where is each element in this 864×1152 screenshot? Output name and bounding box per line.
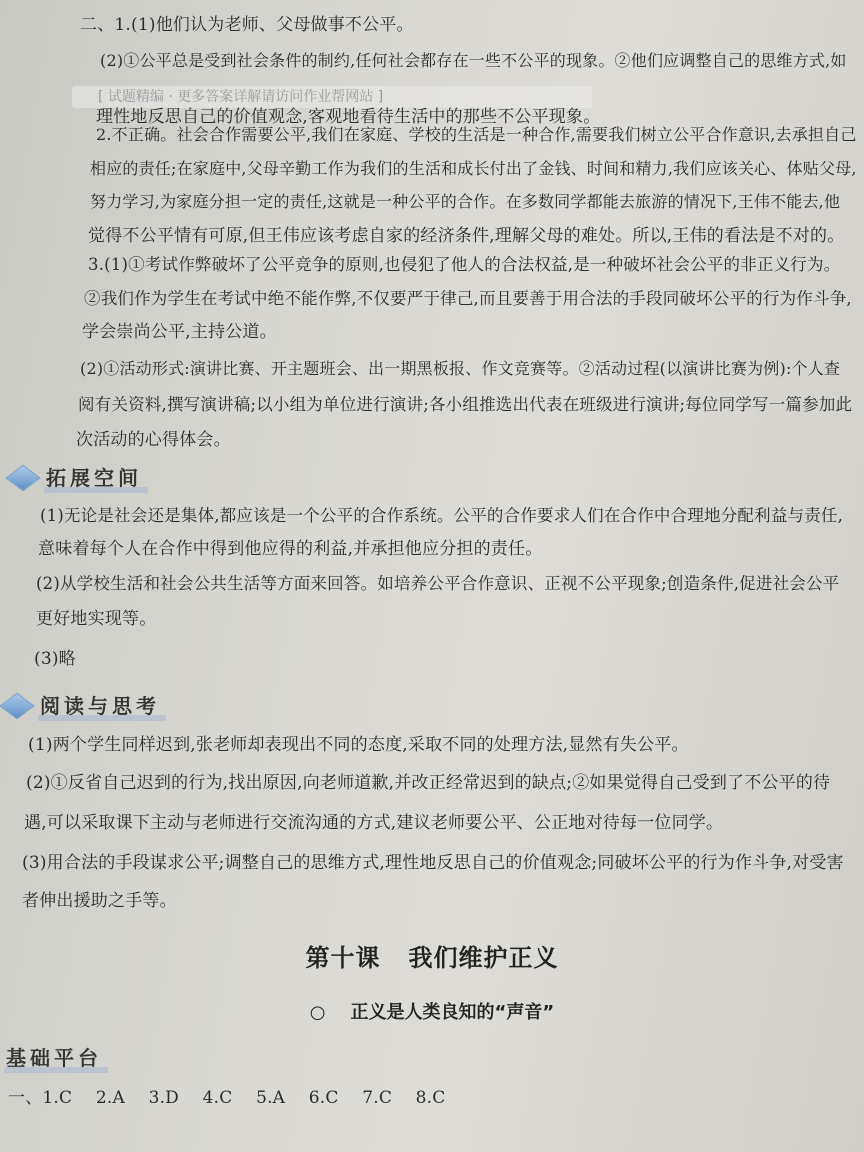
part2-q1-2b: 理性地反思自己的价值观念,客观地看待生活中的那些不公平现象。	[96, 107, 601, 127]
watermark-banner: [ 试题精编 · 更多答案详解请访问作业帮网站 ]	[72, 86, 592, 108]
extension-line-5: (3)略	[34, 649, 76, 669]
cube-icon	[0, 692, 35, 719]
answer-item: 一、1.C	[8, 1088, 73, 1108]
answer-item: 4.C	[202, 1088, 233, 1108]
part2-q2-b: 相应的责任;在家庭中,父母辛勤工作为我们的生活和成长付出了金钱、时间和精力,我们应该关心、体贴父母,	[90, 159, 857, 178]
part2-q3-a: 3.(1)①考试作弊破坏了公平竞争的原则,也侵犯了他人的合法权益,是一种破坏社会公平的非正义行为。	[88, 255, 841, 274]
reading-line-1: (1)两个学生同样迟到,张老师却表现出不同的态度,采取不同的处理方法,显然有失公平。	[28, 735, 689, 755]
part2-q3-b: ②我们作为学生在考试中绝不能作弊,不仅要严于律己,而且要善于用合法的手段同破坏公平的行为作斗争,	[84, 289, 852, 308]
answer-item: 6.C	[308, 1088, 339, 1108]
lesson-title: 第十课 我们维护正义	[305, 944, 559, 972]
lesson-subtitle: ○ 正义是人类良知的“声音”	[309, 1002, 555, 1023]
cube-icon	[5, 464, 40, 491]
extension-line-2: 意味着每个人在合作中得到他应得的利益,并承担他应分担的责任。	[38, 539, 543, 559]
reading-line-4: (3)用合法的手段谋求公平;调整自己的思维方式,理性地反思自己的价值观念;同破坏公平的行为作斗争,对受害	[22, 853, 844, 873]
part2-q1-2a: (2)①公平总是受到社会条件的制约,任何社会都存在一些不公平的现象。②他们应调整自己的思维方式,如	[100, 51, 847, 70]
reading-line-3: 遇,可以采取课下主动与老师进行交流沟通的方式,建议老师要公平、公正地对待每一位同学。	[24, 813, 724, 833]
answer-item: 7.C	[362, 1088, 393, 1108]
answer-item: 5.A	[256, 1088, 286, 1108]
part2-q2-c: 努力学习,为家庭分担一定的责任,这就是一种公平的合作。在多数同学都能去旅游的情况下,王伟不能去,他	[90, 192, 841, 211]
basic-title: 基础平台	[4, 1042, 108, 1073]
extension-line-4: 更好地实现等。	[36, 609, 157, 629]
answer-item: 2.A	[95, 1088, 125, 1108]
basic-heading	[4, 1042, 108, 1073]
extension-line-1: (1)无论是社会还是集体,都应该是一个公平的合作系统。公平的合作要求人们在合作中合理地分配利益与责任,	[40, 506, 844, 525]
reading-heading	[6, 690, 166, 721]
part2-q2-d: 觉得不公平情有可原,但王伟应该考虑自家的经济条件,理解父母的难处。所以,王伟的看法是不对的。	[88, 226, 845, 246]
reading-line-5: 者伸出援助之手等。	[22, 891, 177, 911]
extension-line-3: (2)从学校生活和社会公共生活等方面来回答。如培养公平合作意识、正视不公平现象;创造条件,促进社会公平	[36, 574, 840, 593]
reading-line-2: (2)①反省自己迟到的行为,找出原因,向老师道歉,并改正经常迟到的缺点;②如果觉得自己受到了不公平的待	[26, 773, 831, 793]
extension-heading	[12, 462, 148, 493]
answer-item: 3.D	[148, 1088, 180, 1108]
answer-item: 8.C	[415, 1088, 446, 1108]
part2-q2-a: 2.不正确。社会合作需要公平,我们在家庭、学校的生活是一种合作,需要我们树立公平合作意识,去承担自己	[96, 125, 857, 144]
part2-q1-1: 二、1.(1)他们认为老师、父母做事不公平。	[80, 15, 414, 35]
extension-title: 拓展空间	[44, 462, 148, 493]
part2-q3-c: 学会崇尚公平,主持公道。	[82, 322, 277, 342]
part2-q3-d: (2)①活动形式:演讲比赛、开主题班会、出一期黑板报、作文竞赛等。②活动过程(以演讲比赛为例):个人查	[80, 359, 841, 378]
reading-title: 阅读与思考	[38, 690, 166, 721]
part2-q3-e: 阅有关资料,撰写演讲稿;以小组为单位进行演讲;各小组推选出代表在班级进行演讲;每位同学写一篇参加此	[78, 395, 853, 414]
part2-q3-f: 次活动的心得体会。	[76, 430, 231, 450]
multiple-choice-answers	[8, 1087, 463, 1109]
